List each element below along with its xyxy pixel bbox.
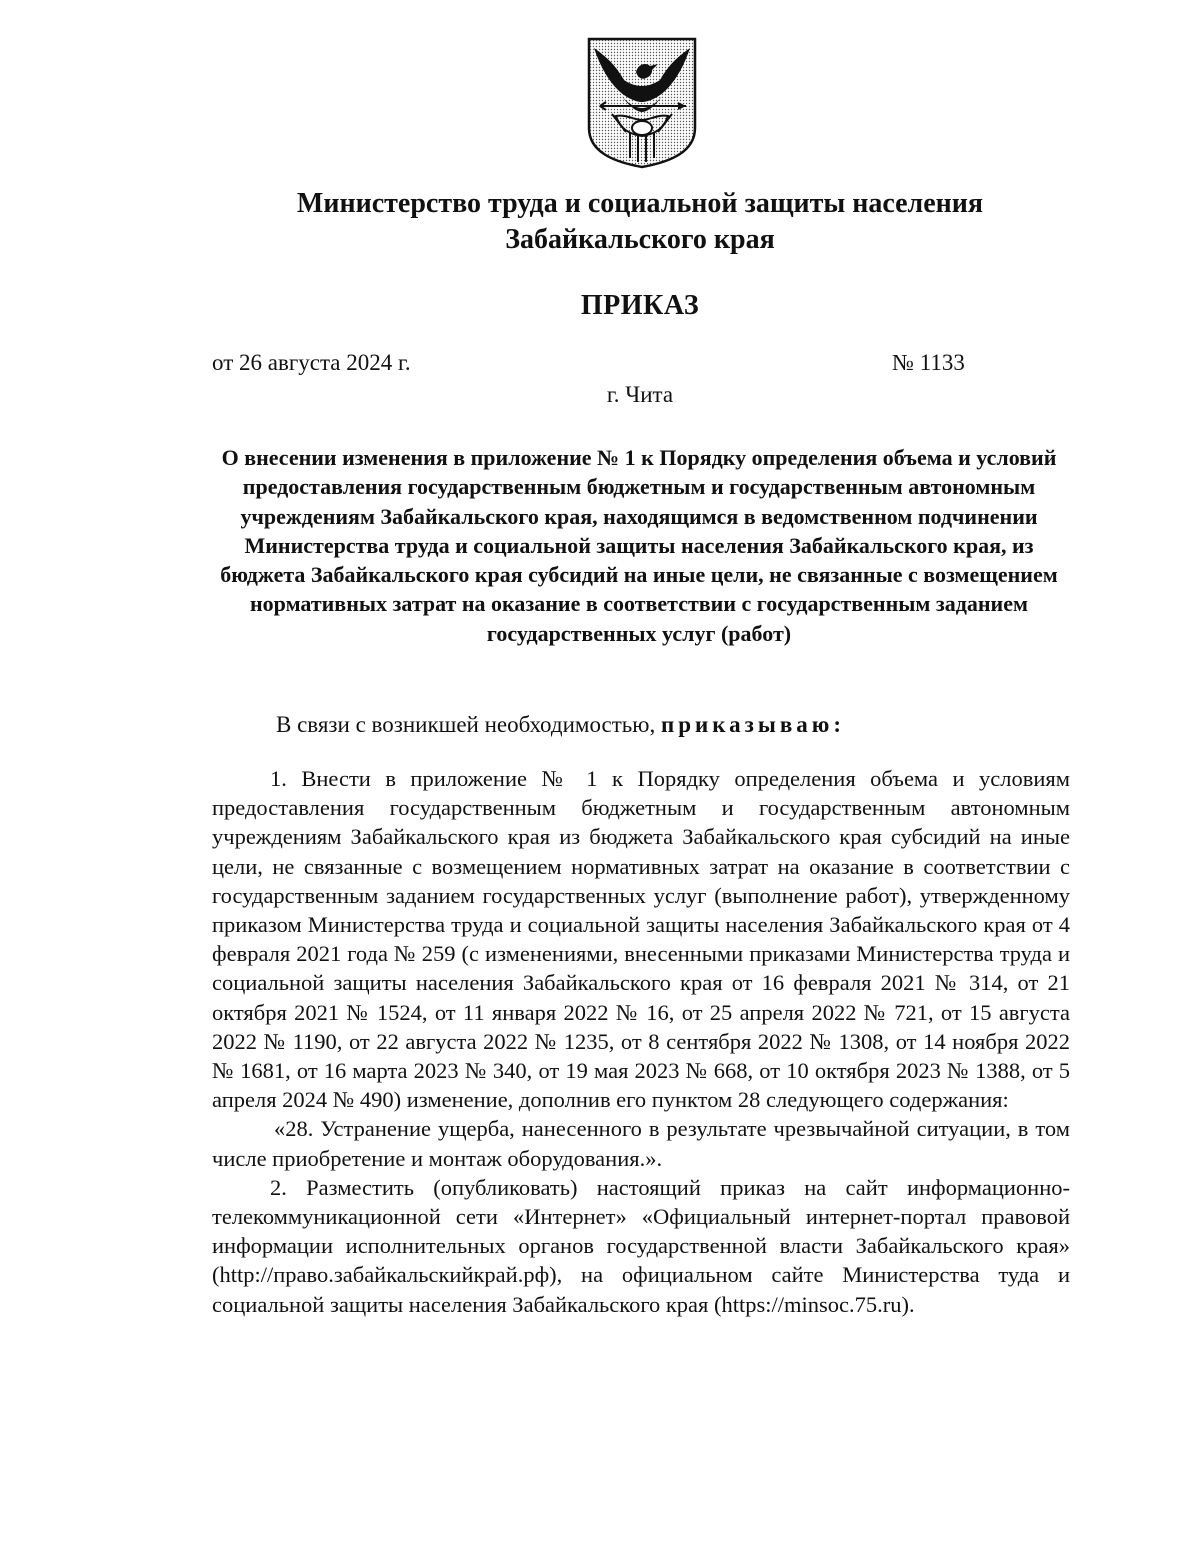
document-type: ПРИКАЗ bbox=[580, 290, 700, 321]
ministry-name-line2: Забайкальского края bbox=[505, 224, 775, 255]
document-body bbox=[212, 764, 1070, 1319]
document-date: от 26 августа 2024 г. bbox=[212, 350, 411, 375]
document-number: № 1133 bbox=[892, 350, 965, 375]
item-1: 1. Внести в приложение № 1 к Порядку определения объема и условиям предоставления государственным бюджетным и государственным автономным учреждениям Забайкальского края из бюджета Забайкальского края субсидий на иные цели, не связанные с возмещением нормативных затрат на оказание в соответствии с государственным заданием государственных услуг (выполнение работ), утвержденному приказом Министерства труда и социальной защиты населения Забайкальского края от 4 февраля 2021 года № 259 (с изменениями, внесенными приказами Министерства труда и социальной защиты населения Забайкальского края от 16 февраля 2021 № 314, от 21 октября 2021 № 1524, от 11 января 2022 № 16, от 25 апреля 2022 № 721, от 15 августа 2022 № 1190, от 22 августа 2022 № 1235, от 8 сентября 2022 № 1308, от 14 ноября 2022 № 1681, от 16 марта 2023 № 340, от 19 мая 2023 № 668, от 10 октября 2023 № 1388, от 5 апреля 2024 № 490) изменение, дополнив его пунктом 28 следующего содержания: bbox=[212, 766, 1070, 1113]
item-28-quote: «28. Устранение ущерба, нанесенного в результате чрезвычайной ситуации, в том числе приобретение и монтаж оборудования.». bbox=[212, 1116, 1070, 1171]
preamble-text: В связи с возникшей необходимостью, bbox=[276, 712, 661, 737]
preamble bbox=[276, 712, 845, 738]
item-2: 2. Разместить (опубликовать) настоящий приказ на сайт информационно-телекоммуникационной сети «Интернет» «Официальный интернет-портал правовой информации исполнительных органов государственной власти Забайкальского края» (http://право.забайкальскийкрай.рф), на официальном сайте Министерства туда и социальной защиты населения Забайкальского края (https://minsoc.75.ru). bbox=[212, 1174, 1070, 1317]
document-subject: О внесении изменения в приложение № 1 к Порядку определения объема и условий предоставления государственным бюджетным и государственным автономным учреждениям Забайкальского края, находящимся в ведомственном подчинении Министерства труда и социальной защиты населения Забайкальского края, из бюджета Забайкальского края субсидий на иные цели, не связанные с возмещением нормативных затрат на оказание в соответствии с государственным заданием государственных услуг (работ) bbox=[220, 445, 1058, 646]
ministry-name bbox=[200, 186, 1080, 258]
coat-of-arms-emblem bbox=[586, 36, 698, 170]
preamble-order-word: приказываю: bbox=[660, 712, 846, 737]
document-city: г. Чита bbox=[606, 382, 674, 407]
ministry-name-line1: Министерство труда и социальной защиты населения bbox=[296, 188, 984, 219]
